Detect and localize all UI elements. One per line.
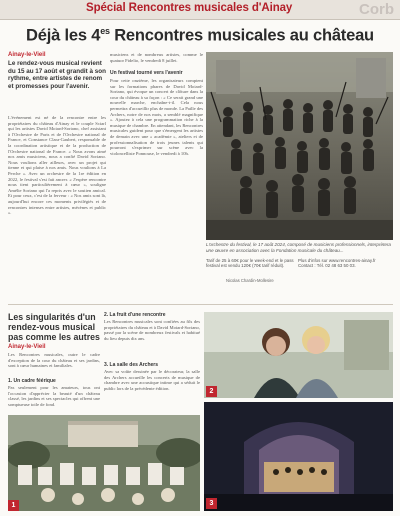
sidebar-text-1: Pas seulement pour les amateurs, tous ont l'occasion d'apprécier la beauté d'un château classé, les jardins et ses spectacles qui offrent une somptueuse toile de fond. — [8, 385, 100, 407]
sidebar-dateline: Ainay-le-Vieil — [8, 344, 46, 350]
article-column-2b: Pour cette onzième, les organisateurs comptent sur les formations phares de David Moiard-Soriano, qui évoque un concert de clôture dans la cour du château à sa façon : « Ce serait grand une nouvelle marche, enchaîne-t-il. Cela nous permettra d'accueillir plus de monde. La Paille des Archers, notre de nos mots, a semblé magnifique ». Ajoutez à cela une programmation riche à la musique de chambre. En attendant, les Rencontres musicales guident pour que s'émergent les artistes de demain avec une « académie », ateliers et de professionnalisation de trois jeunes talents qui pourront s'exprimer sur scène avec la violoncelliste Ponnouse, le vendredi à 10h. — [110, 78, 203, 156]
sidebar-text-2: Les Rencontres musicales sont confiées au fils des propriétaires du château et à David Moiard-Soriano, passé par la scène de nombreux festivals et habitué du lieu depuis dix ans. — [104, 319, 200, 341]
headline-sup: es — [100, 26, 110, 36]
article-column-2: musiciens et de nombreux artistes, comme le quatuor Fidelio, le vendredi 8 juillet. — [110, 52, 203, 63]
website-line: Plus d'infos sur www.rencontres-ainay.fr — [298, 258, 376, 263]
orchestra-photo — [206, 52, 393, 240]
section-banner — [0, 0, 400, 20]
sidebar-sub-2: 2. La fruit d'une rencontre — [104, 312, 166, 318]
sidebar-sub-1: 1. Un cadre féérique — [8, 378, 56, 384]
article-column-1: L'événement est né de la rencontre entre les propriétaires du château d'Ainay et le couple Sciarl qui les artistes David Moiard-Soriano, chef assistant à l'Orchestre de Paris et de l'Orchestre national de France, et Constance Clara-Gaubert, responsable de la coordination artistique et de la production de l'Orchestre national de France. « Nous avons aimé nos amis musiciens, nous a confié David Soriano. Nous voulions aller ailleurs, avec un projet qui tienne et qui plaise à nos amis. Nous voulions à La Perche ». Avec un orchestre de la 1re édition en 2022, le festival s'est fait ancrer. « J'espère rencontre nous tient particulièrement à cœur », souligne Amélie Soriano qui l'a repris avec le soutien amical. Et pour ceux, c'est de la ferveur : « Nos amis sont là, aujourd'hui encore ces moments privilégiés et de rencontres intenses entre artistes, mécènes et public ». — [8, 115, 106, 216]
sidebar-sub-3: 3. La salle des Archers — [104, 362, 159, 368]
photo-badge-2: 2 — [206, 386, 217, 397]
photo-badge-1: 1 — [8, 500, 19, 511]
sidebar-title: Les singularités d'un rendez-vous musical pas comme les autres — [8, 312, 100, 342]
contact-line: Contact : Tél. 02 48 63 50 03. — [298, 263, 356, 269]
sidebar-text-3: Avec sa voûte dessinée par le décorateur, la salle des Archers accueille les concerts de musique de chambre avec une acoustique intime qui a séduit le public lors de la précédente édition. — [104, 369, 200, 391]
photo-badge-3: 3 — [206, 498, 217, 509]
article-lead: Le rendez-vous musical revient du 15 au 17 août et grandit à son rythme, entre artistes de renom et promesses pour l'avenir. — [8, 60, 106, 90]
author-credit: Nicolas Chardin-Mollesire — [226, 278, 274, 283]
headline-part: Rencontres musicales au château — [109, 26, 374, 45]
garden-concert-graphic — [8, 415, 200, 511]
sidebar-lead: Les Rencontres musicales, outre le cadre d'exception de la cour du château et ses jardins, sont à cœur humaines et familiales. — [8, 352, 100, 369]
artists-portrait-graphic — [204, 312, 393, 398]
ticket-info: Tarif de 25 à 60€ pour le week-end et le pass festival est vendu 120€ (70€ tarif réduit). — [206, 258, 294, 269]
archers-hall-photo — [204, 402, 393, 511]
headline — [8, 26, 392, 46]
orchestra-photo-graphic — [206, 52, 393, 240]
website-info — [298, 258, 393, 269]
headline-part: Déjà les 4 — [26, 26, 101, 45]
archers-hall-graphic — [204, 402, 393, 511]
garden-concert-photo — [8, 415, 200, 511]
artists-portrait-photo — [204, 312, 393, 398]
section-divider — [8, 304, 393, 305]
dateline: Ainay-le-Vieil — [8, 52, 46, 58]
banner-edge-text: Corb — [359, 1, 394, 18]
main-photo-caption: L'orchestre du festival, le 17 août 2024, composé de musiciens professionnels, interprètera une œuvre en association avec la Fondation musicale du château... — [206, 242, 391, 253]
subhead-avenir: Un festival tourné vers l'avenir — [110, 70, 183, 76]
section-title: Spécial Rencontres musicales d'Ainay — [86, 2, 293, 14]
